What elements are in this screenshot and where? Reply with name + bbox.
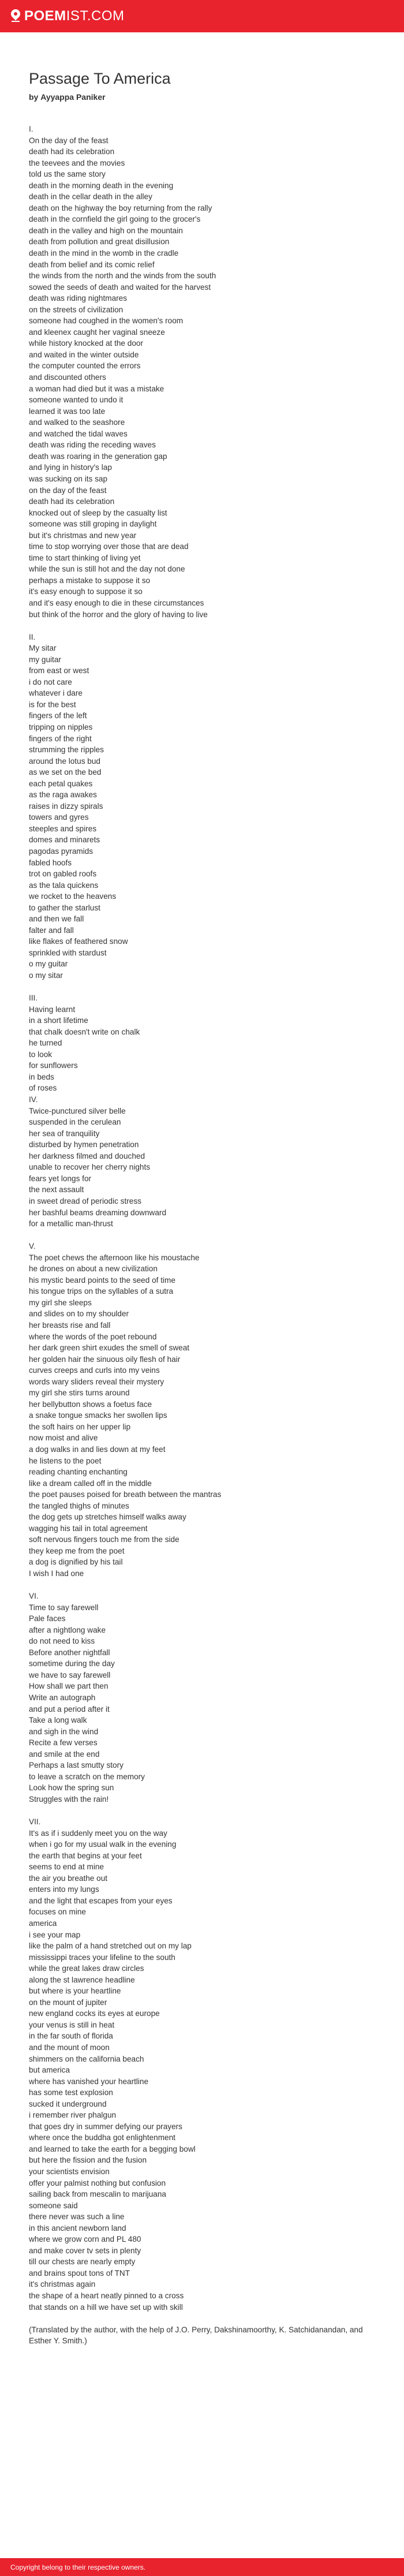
poem-title: Passage To America bbox=[29, 70, 171, 87]
poem-line: learned it was too late bbox=[29, 406, 106, 416]
poem-line: someone had coughed in the women's room bbox=[29, 316, 184, 326]
copyright-text: Copyright belong to their respective owners. bbox=[10, 2563, 146, 2571]
poem-line: where we grow corn and PL 480 bbox=[29, 2235, 141, 2244]
poem-line: we have to say farewell bbox=[29, 1670, 111, 1679]
poem-line: Pale faces bbox=[29, 1614, 66, 1623]
poem-line: they keep me from the poet bbox=[29, 1546, 125, 1555]
poem-line: Look how the spring sun bbox=[29, 1783, 114, 1793]
poem-line: her dark green shirt exudes the smell of sweat bbox=[29, 1343, 190, 1353]
poem-line: death was riding the receding waves bbox=[29, 440, 156, 450]
poem-line: for sunflowers bbox=[29, 1061, 78, 1070]
poem-line: seems to end at mine bbox=[29, 1862, 104, 1872]
poem-line: where has vanished your heartline bbox=[29, 2077, 149, 2086]
poem-line: Recite a few verses bbox=[29, 1738, 98, 1748]
poem-line: Before another nightfall bbox=[29, 1648, 110, 1657]
poem-line: while the sun is still hot and the day not done bbox=[29, 565, 185, 574]
poem-line: someone wanted to undo it bbox=[29, 395, 124, 405]
by-label: by bbox=[29, 92, 39, 102]
poem-line: unable to recover her cherry nights bbox=[29, 1163, 151, 1172]
poem-line: and lying in history's lap bbox=[29, 463, 112, 472]
poem-line: mississippi traces your lifeline to the south bbox=[29, 1952, 175, 1962]
poem-line: his tongue trips on the syllables of a sutra bbox=[29, 1287, 174, 1296]
poem-line: the dog gets up stretches himself walks away bbox=[29, 1513, 186, 1522]
poem-line: as we set on the bed bbox=[29, 768, 102, 777]
poem-line: the teevees and the movies bbox=[29, 158, 125, 167]
poem-line: he drones on about a new civilization bbox=[29, 1264, 158, 1274]
poem-stanza bbox=[29, 992, 375, 1229]
poem-line: I. bbox=[29, 125, 33, 133]
poem-line: while the great lakes draw circles bbox=[29, 1964, 144, 1973]
poem-line: and put a period after it bbox=[29, 1704, 110, 1713]
poem-line: where once the buddha got enlightenment bbox=[29, 2133, 175, 2142]
poem-line: Time to say farewell bbox=[29, 1603, 99, 1612]
poem-line: i do not care bbox=[29, 677, 72, 686]
poem-line: there never was such a line bbox=[29, 2212, 125, 2222]
poem-line: around the lotus bud bbox=[29, 756, 100, 766]
poem-line: now moist and alive bbox=[29, 1433, 98, 1443]
poem-line: that stands on a hill we have set up with skill bbox=[29, 2302, 183, 2312]
poem-line: but here the fission and the fusion bbox=[29, 2156, 147, 2165]
poem-line: words wary sliders reveal their mystery bbox=[29, 1377, 164, 1386]
poem-line: i remember river phalgun bbox=[29, 2111, 117, 2120]
poem-line: Take a long walk bbox=[29, 1716, 87, 1725]
poem-line: someone said bbox=[29, 2201, 78, 2210]
poem-line: strumming the ripples bbox=[29, 745, 104, 755]
poem-line: Struggles with the rain! bbox=[29, 1794, 109, 1804]
poem-line: death from pollution and great disillusion bbox=[29, 237, 170, 247]
poem-line: My sitar bbox=[29, 644, 57, 653]
poem-line: in beds bbox=[29, 1072, 54, 1081]
poem-line: death from belief and its comic relief bbox=[29, 260, 155, 269]
poem-line: and smile at the end bbox=[29, 1749, 100, 1759]
poem-line: the next assault bbox=[29, 1185, 84, 1194]
poem-line: shimmers on the california beach bbox=[29, 2054, 144, 2063]
site-header bbox=[0, 0, 404, 32]
poem-line: and it's easy enough to die in these circumstances bbox=[29, 598, 204, 607]
poem-line: in sweet dread of periodic stress bbox=[29, 1196, 141, 1205]
poem-line: VI. bbox=[29, 1592, 39, 1601]
poem-line: it's christmas again bbox=[29, 2280, 96, 2289]
poem-stanza bbox=[29, 124, 375, 620]
poem-line: enters into my lungs bbox=[29, 1885, 99, 1894]
poem-line: your venus is still in heat bbox=[29, 2020, 115, 2029]
poem-stanza bbox=[29, 1816, 375, 2313]
poem-body bbox=[29, 124, 375, 2313]
poem-line: to gather the starlust bbox=[29, 903, 100, 912]
site-footer bbox=[0, 2558, 404, 2576]
poem-line: the computer counted the errors bbox=[29, 361, 141, 371]
poem-line: sowed the seeds of death and waited for the harvest bbox=[29, 282, 211, 292]
poem-line: in this ancient newborn land bbox=[29, 2223, 126, 2232]
poem-line: new england cocks its eyes at europe bbox=[29, 2009, 160, 2018]
poem-line: trot on gabled roofs bbox=[29, 869, 97, 879]
poem-line: V. bbox=[29, 1242, 36, 1251]
poem-line: on the streets of civilization bbox=[29, 305, 124, 314]
poem-line: steeples and spires bbox=[29, 824, 97, 833]
poem-line: The poet chews the afternoon like his moustache bbox=[29, 1253, 200, 1262]
poem-line: and make cover tv sets in plenty bbox=[29, 2246, 141, 2255]
poem-line: in a short lifetime bbox=[29, 1016, 88, 1025]
poem-line: and then we fall bbox=[29, 914, 84, 924]
poem-line: offer your palmist nothing but confusion bbox=[29, 2178, 166, 2187]
poem-line: he turned bbox=[29, 1039, 62, 1048]
poem-line: his mystic beard points to the seed of time bbox=[29, 1275, 175, 1285]
poem-line: of roses bbox=[29, 1084, 57, 1093]
poem-line: pagodas pyramids bbox=[29, 847, 93, 856]
poem-line: but where is your heartline bbox=[29, 1987, 121, 1996]
poem-line: her golden hair the sinuous oily flesh of hair bbox=[29, 1354, 181, 1364]
poem-line: reading chanting enchanting bbox=[29, 1468, 128, 1477]
poem-line: her breasts rise and fall bbox=[29, 1320, 111, 1330]
poem-line: sprinkled with stardust bbox=[29, 948, 107, 957]
poem-line: the soft hairs on her upper lip bbox=[29, 1422, 131, 1431]
poem-line: each petal quakes bbox=[29, 779, 93, 788]
poem-line: along the st lawrence headline bbox=[29, 1975, 135, 1984]
poem-line: that goes dry in summer defying our prayers bbox=[29, 2122, 182, 2131]
poem-line: sometime during the day bbox=[29, 1659, 115, 1668]
poem-line: Having learnt bbox=[29, 1005, 76, 1014]
poem-line: america bbox=[29, 1918, 57, 1928]
poem-line: and learned to take the earth for a begging bowl bbox=[29, 2144, 196, 2153]
poem-line: and waited in the winter outside bbox=[29, 350, 139, 359]
poem-line: on the day of the feast bbox=[29, 486, 107, 495]
map-pin-icon bbox=[10, 9, 21, 23]
poem-line: a snake tongue smacks her swollen lips bbox=[29, 1411, 167, 1420]
poem-line: told us the same story bbox=[29, 170, 106, 179]
poem-line: IV. bbox=[29, 1095, 38, 1104]
poem-line: death in the morning death in the evening bbox=[29, 181, 174, 190]
poem-stanza bbox=[29, 1591, 375, 1805]
poem-stanza bbox=[29, 632, 375, 981]
poem-line: her bashful beams dreaming downward bbox=[29, 1208, 167, 1217]
poem-line: after a nightlong wake bbox=[29, 1625, 106, 1634]
poem-line: on the mount of jupiter bbox=[29, 1998, 107, 2007]
poem-line: On the day of the feast bbox=[29, 136, 109, 145]
poem-line: to leave a scratch on the memory bbox=[29, 1772, 145, 1781]
poem-line: a dog walks in and lies down at my feet bbox=[29, 1444, 166, 1454]
poem-line: we rocket to the heavens bbox=[29, 892, 117, 901]
poem-line: till our chests are nearly empty bbox=[29, 2257, 136, 2267]
poem-line: death in the cellar death in the alley bbox=[29, 192, 152, 201]
poem-line: and the light that escapes from your eyes bbox=[29, 1896, 173, 1905]
poem-line: fabled hoofs bbox=[29, 858, 72, 867]
poem-line: for a metallic man-thrust bbox=[29, 1219, 113, 1229]
poem-line: and walked to the seashore bbox=[29, 418, 125, 427]
poem-line: has some test explosion bbox=[29, 2088, 113, 2097]
poem-line: and kleenex caught her vaginal sneeze bbox=[29, 327, 165, 337]
poem-line: do not need to kiss bbox=[29, 1637, 95, 1646]
poem-line: death had its celebration bbox=[29, 147, 115, 156]
poem-line: fingers of the right bbox=[29, 734, 92, 743]
poem-line: was sucking on its sap bbox=[29, 474, 108, 483]
poem-line: focuses on mine bbox=[29, 1907, 86, 1917]
poem-line: whatever i dare bbox=[29, 689, 83, 698]
poem-line: he listens to the poet bbox=[29, 1456, 102, 1465]
poem-line: Write an autograph bbox=[29, 1693, 96, 1703]
poem-line: it's easy enough to suppose it so bbox=[29, 587, 143, 596]
poem-line: and sigh in the wind bbox=[29, 1727, 99, 1736]
poem-line: a dog is dignified by his tail bbox=[29, 1558, 123, 1567]
poem-line: but america bbox=[29, 2066, 70, 2075]
poem-line: fears yet longs for bbox=[29, 1174, 92, 1183]
poem-line: It's as if i suddenly meet you on the way bbox=[29, 1828, 167, 1838]
poem-line: that chalk doesn't write on chalk bbox=[29, 1027, 140, 1036]
poem-line: the air you breathe out bbox=[29, 1873, 108, 1883]
poem-line: her darkness filmed and douched bbox=[29, 1151, 145, 1160]
poem-line: II. bbox=[29, 632, 36, 641]
poem-line: I wish I had one bbox=[29, 1569, 84, 1578]
poem-line: sucked it underground bbox=[29, 2099, 107, 2108]
poem-line: tripping on nipples bbox=[29, 722, 93, 731]
translation-note: (Translated by the author, with the help of J.O. Perry, Dakshinamoorthy, K. Satchidanandan, and Esther Y. Smith.) bbox=[29, 2325, 363, 2346]
poem-line: your scientists envision bbox=[29, 2167, 110, 2176]
poem-line: in the far south of florida bbox=[29, 2032, 113, 2041]
poem-line: and the mount of moon bbox=[29, 2043, 110, 2052]
poem-line: towers and gyres bbox=[29, 813, 89, 822]
poem-line: curves creeps and curls into my veins bbox=[29, 1366, 160, 1375]
poem-line: her bellybutton shows a foetus face bbox=[29, 1399, 152, 1409]
poem-line: a woman had died but it was a mistake bbox=[29, 384, 164, 393]
poem-line: raises in dizzy spirals bbox=[29, 801, 103, 811]
poem-line: i see your map bbox=[29, 1930, 81, 1939]
poem-line: o my guitar bbox=[29, 960, 68, 969]
poem-line: death on the highway the boy returning from the rally bbox=[29, 203, 212, 212]
poem-line: and slides on to my shoulder bbox=[29, 1309, 129, 1319]
poem-line: the tangled thighs of minutes bbox=[29, 1501, 129, 1510]
poem-line: like flakes of feathered snow bbox=[29, 937, 128, 946]
poem-line: the shape of a heart neatly pinned to a cross bbox=[29, 2291, 184, 2300]
poem-line: the earth that begins at your feet bbox=[29, 1851, 142, 1860]
poem-line: fingers of the left bbox=[29, 711, 87, 720]
site-logo-text: POEMIST.COM bbox=[24, 8, 125, 24]
poem-line: my girl she stirs turns around bbox=[29, 1388, 130, 1398]
poem-line: time to start thinking of living yet bbox=[29, 553, 141, 562]
poem-line: perhaps a mistake to suppose it so bbox=[29, 576, 151, 585]
poem-line: disturbed by hymen penetration bbox=[29, 1140, 139, 1149]
poem-line: like the palm of a hand stretched out on my lap bbox=[29, 1942, 192, 1951]
poem-line: from east or west bbox=[29, 666, 89, 675]
poem-line: and discounted others bbox=[29, 373, 106, 382]
poem-line: but think of the horror and the glory of having to live bbox=[29, 610, 208, 619]
poem-line: death had its celebration bbox=[29, 497, 115, 506]
poem-line: death in the cornfield the girl going to the grocer's bbox=[29, 215, 201, 224]
poem-line: suspended in the cerulean bbox=[29, 1118, 121, 1127]
poem-line: death in the valley and high on the mountain bbox=[29, 226, 183, 235]
poem-line: III. bbox=[29, 994, 38, 1003]
poem-line: to look bbox=[29, 1050, 53, 1059]
poem-line: VII. bbox=[29, 1817, 41, 1827]
poem-line: death was roaring in the generation gap bbox=[29, 451, 167, 461]
poem-line: like a dream called off in the middle bbox=[29, 1479, 152, 1488]
poem-line: wagging his tail in total agreement bbox=[29, 1524, 148, 1533]
poem-line: death was riding nightmares bbox=[29, 294, 128, 303]
poem-line: and watched the tidal waves bbox=[29, 429, 128, 438]
poem-line: Twice-punctured silver belle bbox=[29, 1106, 126, 1115]
poem-line: death in the mind in the womb in the cradle bbox=[29, 249, 179, 258]
poem-container bbox=[29, 69, 375, 2347]
poem-line: but it's christmas and new year bbox=[29, 531, 137, 540]
poem-line: time to stop worrying over those that are dead bbox=[29, 542, 189, 551]
poem-line: as the raga awakes bbox=[29, 790, 97, 800]
poem-line: the winds from the north and the winds from the south bbox=[29, 271, 216, 281]
poem-line: domes and minarets bbox=[29, 835, 100, 845]
poem-line: my guitar bbox=[29, 655, 61, 664]
poem-line: knocked out of sleep by the casualty list bbox=[29, 508, 167, 517]
poem-line: someone was still groping in daylight bbox=[29, 520, 157, 529]
poem-line: when i go for my usual walk in the evening bbox=[29, 1840, 177, 1849]
author-link[interactable]: Ayyappa Paniker bbox=[40, 92, 106, 102]
poem-line: sailing back from mescalin to marijuana bbox=[29, 2190, 166, 2199]
poem-line: falter and fall bbox=[29, 925, 74, 935]
poem-line: How shall we part then bbox=[29, 1682, 109, 1691]
poem-line: Perhaps a last smutty story bbox=[29, 1761, 124, 1770]
poem-line: o my sitar bbox=[29, 971, 63, 980]
site-logo[interactable] bbox=[10, 8, 125, 24]
poem-line: and brains spout tons of TNT bbox=[29, 2268, 130, 2278]
poem-line: the poet pauses poised for breath between the mantras bbox=[29, 1490, 222, 1499]
poem-line: as the tala quickens bbox=[29, 880, 99, 890]
byline bbox=[29, 92, 375, 102]
poem-line: her sea of tranquility bbox=[29, 1129, 100, 1138]
poem-stanza bbox=[29, 1241, 375, 1579]
poem-line: is for the best bbox=[29, 700, 76, 709]
poem-line: soft nervous fingers touch me from the side bbox=[29, 1535, 179, 1544]
poem-line: my girl she sleeps bbox=[29, 1298, 92, 1307]
poem-line: while history knocked at the door bbox=[29, 339, 143, 348]
poem-line: where the words of the poet rebound bbox=[29, 1332, 157, 1341]
